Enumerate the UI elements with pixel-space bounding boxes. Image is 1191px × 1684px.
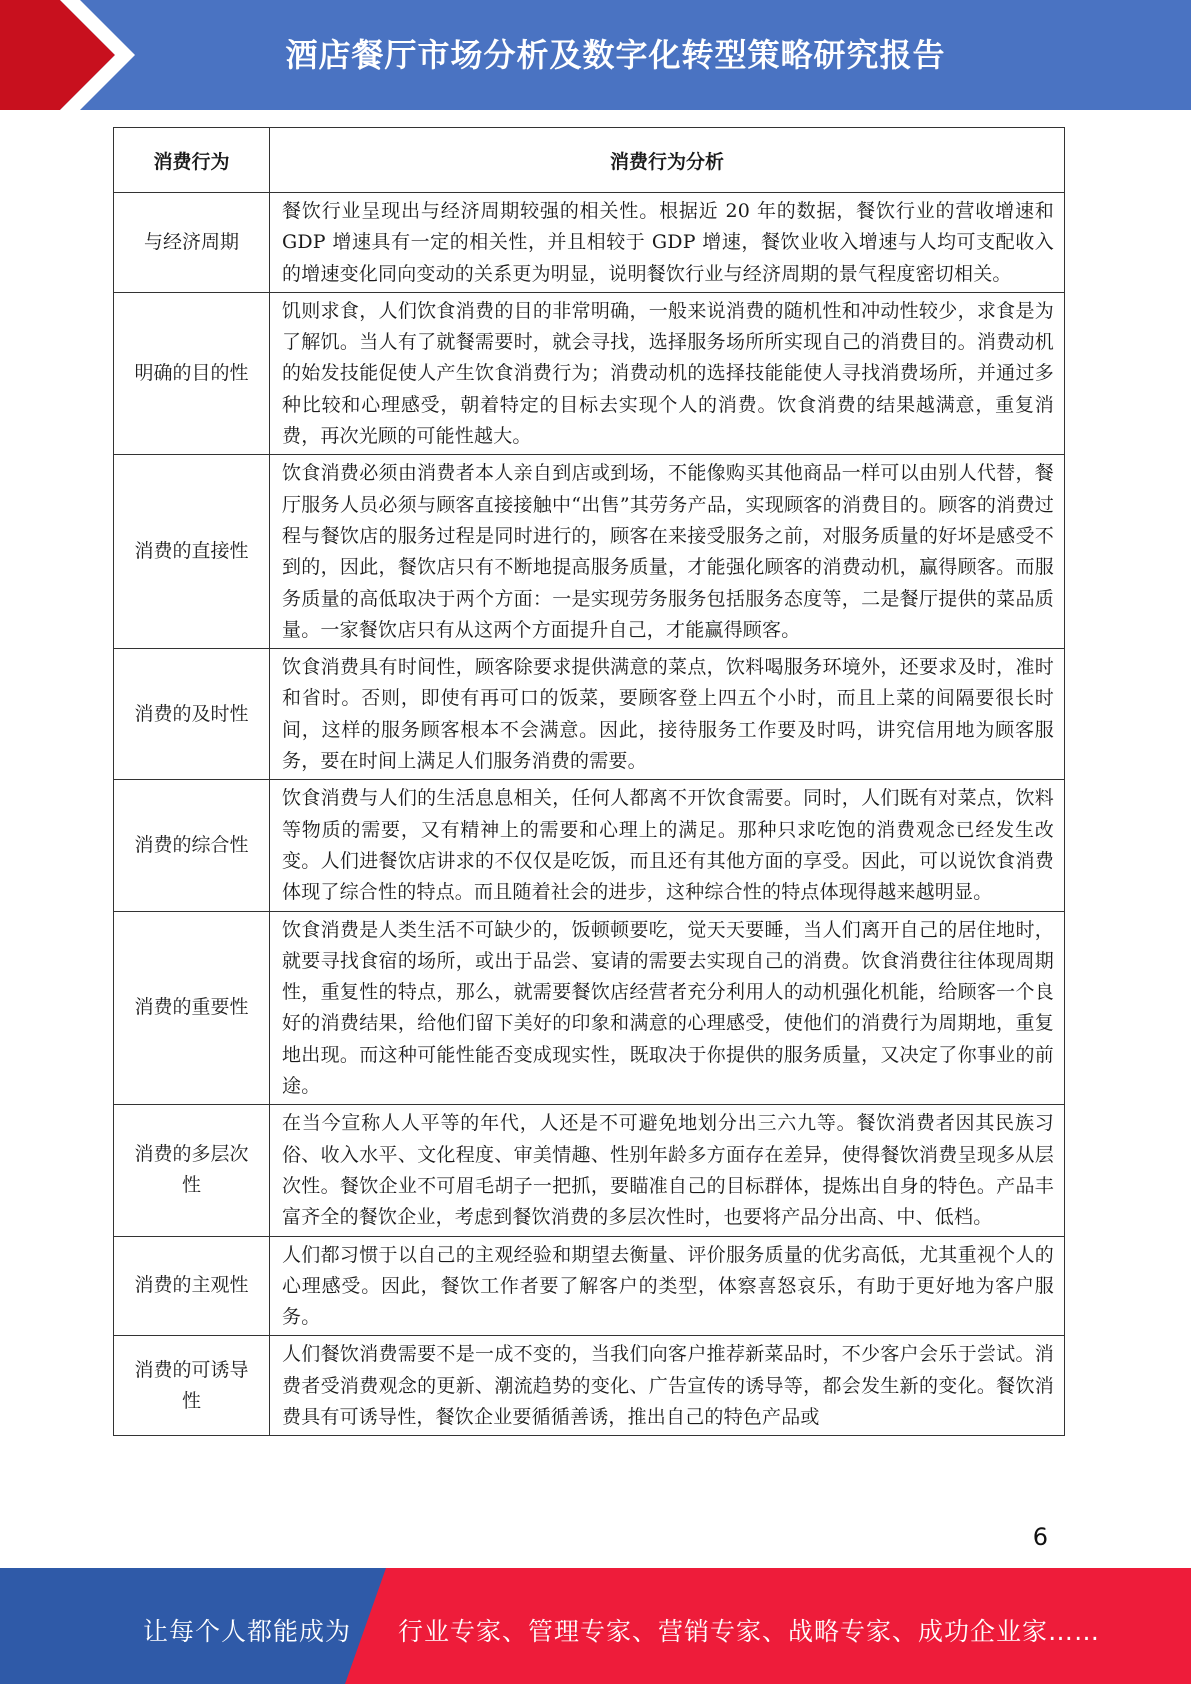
row-analysis: 人们餐饮消费需要不是一成不变的，当我们向客户推荐新菜品时，不少客户会乐于尝试。消费者受消费观念的更新、潮流趋势的变化、广告宣传的诱导等，都会发生新的变化。餐饮消费具有可诱导性，餐饮企业要循循善诱，推出自己的特色产品或: [270, 1336, 1065, 1436]
column-header-behavior: 消费行为: [114, 128, 270, 193]
page-footer: [0, 1568, 1191, 1684]
row-category: 消费的综合性: [114, 780, 270, 911]
row-category: 消费的及时性: [114, 649, 270, 780]
row-analysis: 在当今宣称人人平等的年代，人还是不可避免地划分出三六九等。餐饮消费者因其民族习俗、收入水平、文化程度、审美情趣、性别年龄多方面存在差异，使得餐饮消费呈现多从层次性。餐饮企业不可眉毛胡子一把抓，要瞄准自己的目标群体，提炼出自身的特色。产品丰富齐全的餐饮企业，考虑到餐饮消费的多层次性时，也要将产品分出高、中、低档。: [270, 1105, 1065, 1236]
row-analysis: 饮食消费是人类生活不可缺少的，饭顿顿要吃，觉天天要睡，当人们离开自己的居住地时，就要寻找食宿的场所，或出于品尝、宴请的需要去实现自己的消费。饮食消费往往体现周期性，重复性的特点，那么，就需要餐饮店经营者充分利用人的动机强化机能，给顾客一个良好的消费结果，给他们留下美好的印象和满意的心理感受，使他们的消费行为周期地，重复地出现。而这种可能性能否变成现实性，既取决于你提供的服务质量，又决定了你事业的前途。: [270, 911, 1065, 1105]
row-category: 消费的主观性: [114, 1236, 270, 1336]
row-analysis: 饮食消费具有时间性，顾客除要求提供满意的菜点，饮料喝服务环境外，还要求及时，准时和省时。否则，即使有再可口的饭菜，要顾客登上四五个小时，而且上菜的间隔要很长时间，这样的服务顾客根本不会满意。因此，接待服务工作要及时吗，讲究信用地为顾客服务，要在时间上满足人们服务消费的需要。: [270, 649, 1065, 780]
row-analysis: 饮食消费与人们的生活息息相关，任何人都离不开饮食需要。同时，人们既有对菜点，饮料等物质的需要，又有精神上的需要和心理上的满足。那种只求吃饱的消费观念已经发生改变。人们进餐饮店讲求的不仅仅是吃饭，而且还有其他方面的享受。因此，可以说饮食消费体现了综合性的特点。而且随着社会的进步，这种综合性的特点体现得越来越明显。: [270, 780, 1065, 911]
row-category: 消费的重要性: [114, 911, 270, 1105]
table-row: [114, 1336, 1065, 1436]
table-row: [114, 1105, 1065, 1236]
table-row: [114, 911, 1065, 1105]
report-title: 酒店餐厅市场分析及数字化转型策略研究报告: [285, 36, 946, 74]
table-row: [114, 193, 1065, 293]
row-analysis: 餐饮行业呈现出与经济周期较强的相关性。根据近 20 年的数据，餐饮行业的营收增速和 GDP 增速具有一定的相关性，并且相较于 GDP 增速，餐饮业收入增速与人均可支配收入的增速变化同向变动的关系更为明显，说明餐饮行业与经济周期的景气程度密切相关。: [270, 193, 1065, 293]
table-row: [114, 649, 1065, 780]
row-analysis: 人们都习惯于以自己的主观经验和期望去衡量、评价服务质量的优劣高低，尤其重视个人的心理感受。因此，餐饮工作者要了解客户的类型，体察喜怒哀乐，有助于更好地为客户服务。: [270, 1236, 1065, 1336]
consumer-behavior-table: [113, 127, 1065, 1436]
row-analysis: 饥则求食，人们饮食消费的目的非常明确，一般来说消费的随机性和冲动性较少，求食是为了解饥。当人有了就餐需要时，就会寻找，选择服务场所所实现自己的消费目的。消费动机的始发技能促使人产生饮食消费行为；消费动机的选择技能能使人寻找消费场所，并通过多种比较和心理感受，朝着特定的目标去实现个人的消费。饮食消费的结果越满意，重复消费，再次光顾的可能性越大。: [270, 292, 1065, 454]
row-category: 明确的目的性: [114, 292, 270, 454]
row-category: 消费的可诱导性: [114, 1336, 270, 1436]
table-row: [114, 1236, 1065, 1336]
row-category: 与经济周期: [114, 193, 270, 293]
footer-slogan-left: 让每个人都能成为: [143, 1617, 352, 1646]
column-header-analysis: 消费行为分析: [270, 128, 1065, 193]
table-header-row: [114, 128, 1065, 193]
table-row: [114, 455, 1065, 649]
row-category: 消费的多层次性: [114, 1105, 270, 1236]
table-row: [114, 780, 1065, 911]
page-number: 6: [1032, 1523, 1048, 1551]
footer-slogan-right: 行业专家、管理专家、营销专家、战略专家、成功企业家……: [398, 1617, 1101, 1646]
table-row: [114, 292, 1065, 454]
row-analysis: 饮食消费必须由消费者本人亲自到店或到场，不能像购买其他商品一样可以由别人代替，餐厅服务人员必须与顾客直接接触中“出售”其劳务产品，实现顾客的消费目的。顾客的消费过程与餐饮店的服务过程是同时进行的，顾客在来接受服务之前，对服务质量的好坏是感受不到的，因此，餐饮店只有不断地提高服务质量，才能强化顾客的消费动机，赢得顾客。而服务质量的高低取决于两个方面：一是实现劳务服务包括服务态度等，二是餐厅提供的菜品质量。一家餐饮店只有从这两个方面提升自己，才能赢得顾客。: [270, 455, 1065, 649]
page-header: [0, 0, 1191, 110]
row-category: 消费的直接性: [114, 455, 270, 649]
